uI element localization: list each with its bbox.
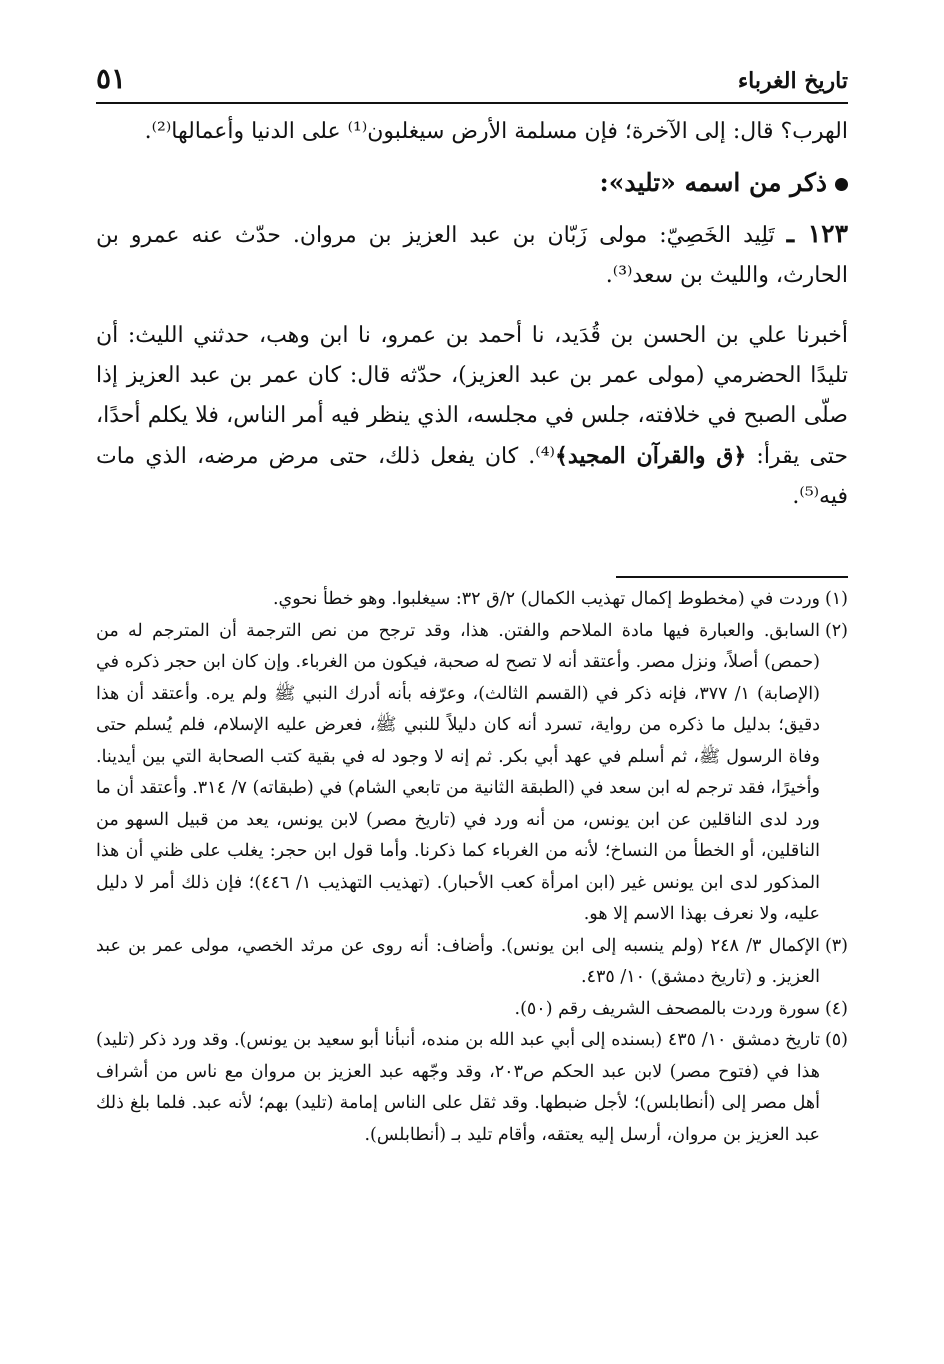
narration-text: أخبرنا علي بن الحسن بن قُدَيد، نا أحمد بن عمرو، نا ابن وهب، حدثني الليث: أن تليدًا الحضرمي (مولى عمر بن عبد العزيز)، حدّثه قال: كان عمر بن عبد العزيز إذا صلّى الصبح في خلافته، جلس في مجلسه، الذي ينظر فيه أمر الناس، فلا يكلم أحدًا، حتى يقرأ:	[96, 323, 849, 469]
bullet-icon	[835, 178, 848, 191]
footnote-number: (٢)	[824, 620, 848, 641]
quran-verse: ﴿ق والقرآن المجيد﴾	[554, 443, 747, 469]
entry-number: ١٢٣ ـ	[786, 219, 849, 248]
footnotes	[96, 584, 848, 1151]
footnote-text: تاريخ دمشق ١٠/ ٤٣٥ (بسنده إلى أبي عبد الله بن منده، أنبأنا أبو سعيد بن يونس). وقد ورد ذكر (تليد) هذا في (فتوح مصر) لابن عبد الحكم ص٢٠٣، وقد وجّهه عبد العزيز بن مروان مع ناس من أشراف أهل مصر إلى (أنطابلس)؛ لأجل ضبطها. وقد ثقل على الناس إمامة (تليد) بهم؛ لأنه عبد. فلما بلغ ذلك عبد العزيز بن مروان، أرسل إليه يعتقه، وأقام تليد بـ (أنطابلس).	[96, 1030, 820, 1145]
footnote-2	[96, 616, 848, 931]
section-heading-text: ذكر من اسمه «تليد»:	[599, 168, 827, 197]
biography-entry	[96, 214, 848, 296]
book-title: تاريخ الغرباء	[737, 68, 848, 94]
footnote-5	[96, 1025, 848, 1151]
footnote-4	[96, 994, 848, 1026]
footnote-number: (٤)	[824, 998, 848, 1019]
footnote-text: سورة وردت بالمصحف الشريف رقم (٥٠).	[514, 998, 820, 1019]
narration-paragraph	[96, 316, 848, 517]
footnote-divider	[616, 576, 848, 578]
header-divider	[96, 102, 848, 104]
narration-text-end: ⁽⁴⁾. كان يفعل ذلك، حتى مرض مرضه، الذي مات فيه⁽⁵⁾.	[96, 444, 848, 509]
footnote-number: (٥)	[824, 1030, 848, 1050]
footnote-3	[96, 931, 848, 994]
entry-text: تَلِيد الخَصِيّ: مولى زَبّان بن عبد العزيز بن مروان. حدّث عنه عمرو بن الحارث، والليث بن سعد⁽³⁾.	[96, 223, 848, 288]
footnote-1	[96, 584, 848, 616]
page-number: ٥١	[96, 62, 127, 95]
footnote-text: وردت في (مخطوط إكمال تهذيب الكمال) ٢/ق ٣٢: سيغلبوا. وهو خطأ نحوي.	[272, 589, 820, 609]
footnote-number: (١)	[824, 589, 848, 609]
footnote-text: السابق. والعبارة فيها مادة الملاحم والفتن. هذا، وقد ترجح من نص الترجمة أن المترجم له من (حمص) أصلاً، ونزل مصر. وأعتقد أنه لا تصح له صحبة، فيكون من الغرباء. وإن كان ابن حجر ذكره في (الإصابة) ١/ ٣٧٧، فإنه ذكر في (القسم الثالث)، وعرّفه بأنه أدرك النبي ﷺ ولم يره. وأعتقد أن هذا دقيق؛ بدليل ما ذكره من رواية، تسرد أنه كان دليلاً للنبي ﷺ، فعرض عليه الإسلام، فلم يُسلم حتى وفاة الرسول ﷺ، ثم أسلم في عهد أبي بكر. ثم إنه لا وجود له في بقية كتب الصحابة التي بين أيدينا. وأخيرًا، فقد ترجم له ابن سعد في (الطبقة الثانية من تابعي الشام) في (طبقاته) ٧/ ٣١٤. وأعتقد أن ما ورد لدى الناقلين عن ابن يونس، من أنه ورد في (تاريخ مصر) لابن يونس، يعد من قبيل السهو من الناقلين، أو الخطأ من النساخ؛ لأنه من الغرباء كما ذكرنا. وأما قول ابن حجر: يغلب على ظني أن هذا المذكور لدى ابن يونس غير (ابن امرأة كعب الأحبار). (تهذيب التهذيب ١/ ٤٤٦)؛ فإن ذلك أمر لا دليل عليه، ولا نعرف بهذا الاسم إلا هو.	[96, 620, 820, 924]
continuation-paragraph: الهرب؟ قال: إلى الآخرة؛ فإن مسلمة الأرض سيغلبون⁽¹⁾ على الدنيا وأعمالها⁽²⁾.	[144, 119, 848, 144]
main-text	[96, 112, 848, 517]
footnote-number: (٣)	[824, 935, 848, 956]
footnote-text: الإكمال ٣/ ٢٤٨ (ولم ينسبه إلى ابن يونس). وأضاف: أنه روى عن مرثد الخصي، مولى عمر بن عبد العزيز. و (تاريخ دمشق) ١٠/ ٤٣٥.	[96, 935, 820, 987]
running-header	[96, 62, 848, 102]
section-heading	[96, 160, 848, 206]
